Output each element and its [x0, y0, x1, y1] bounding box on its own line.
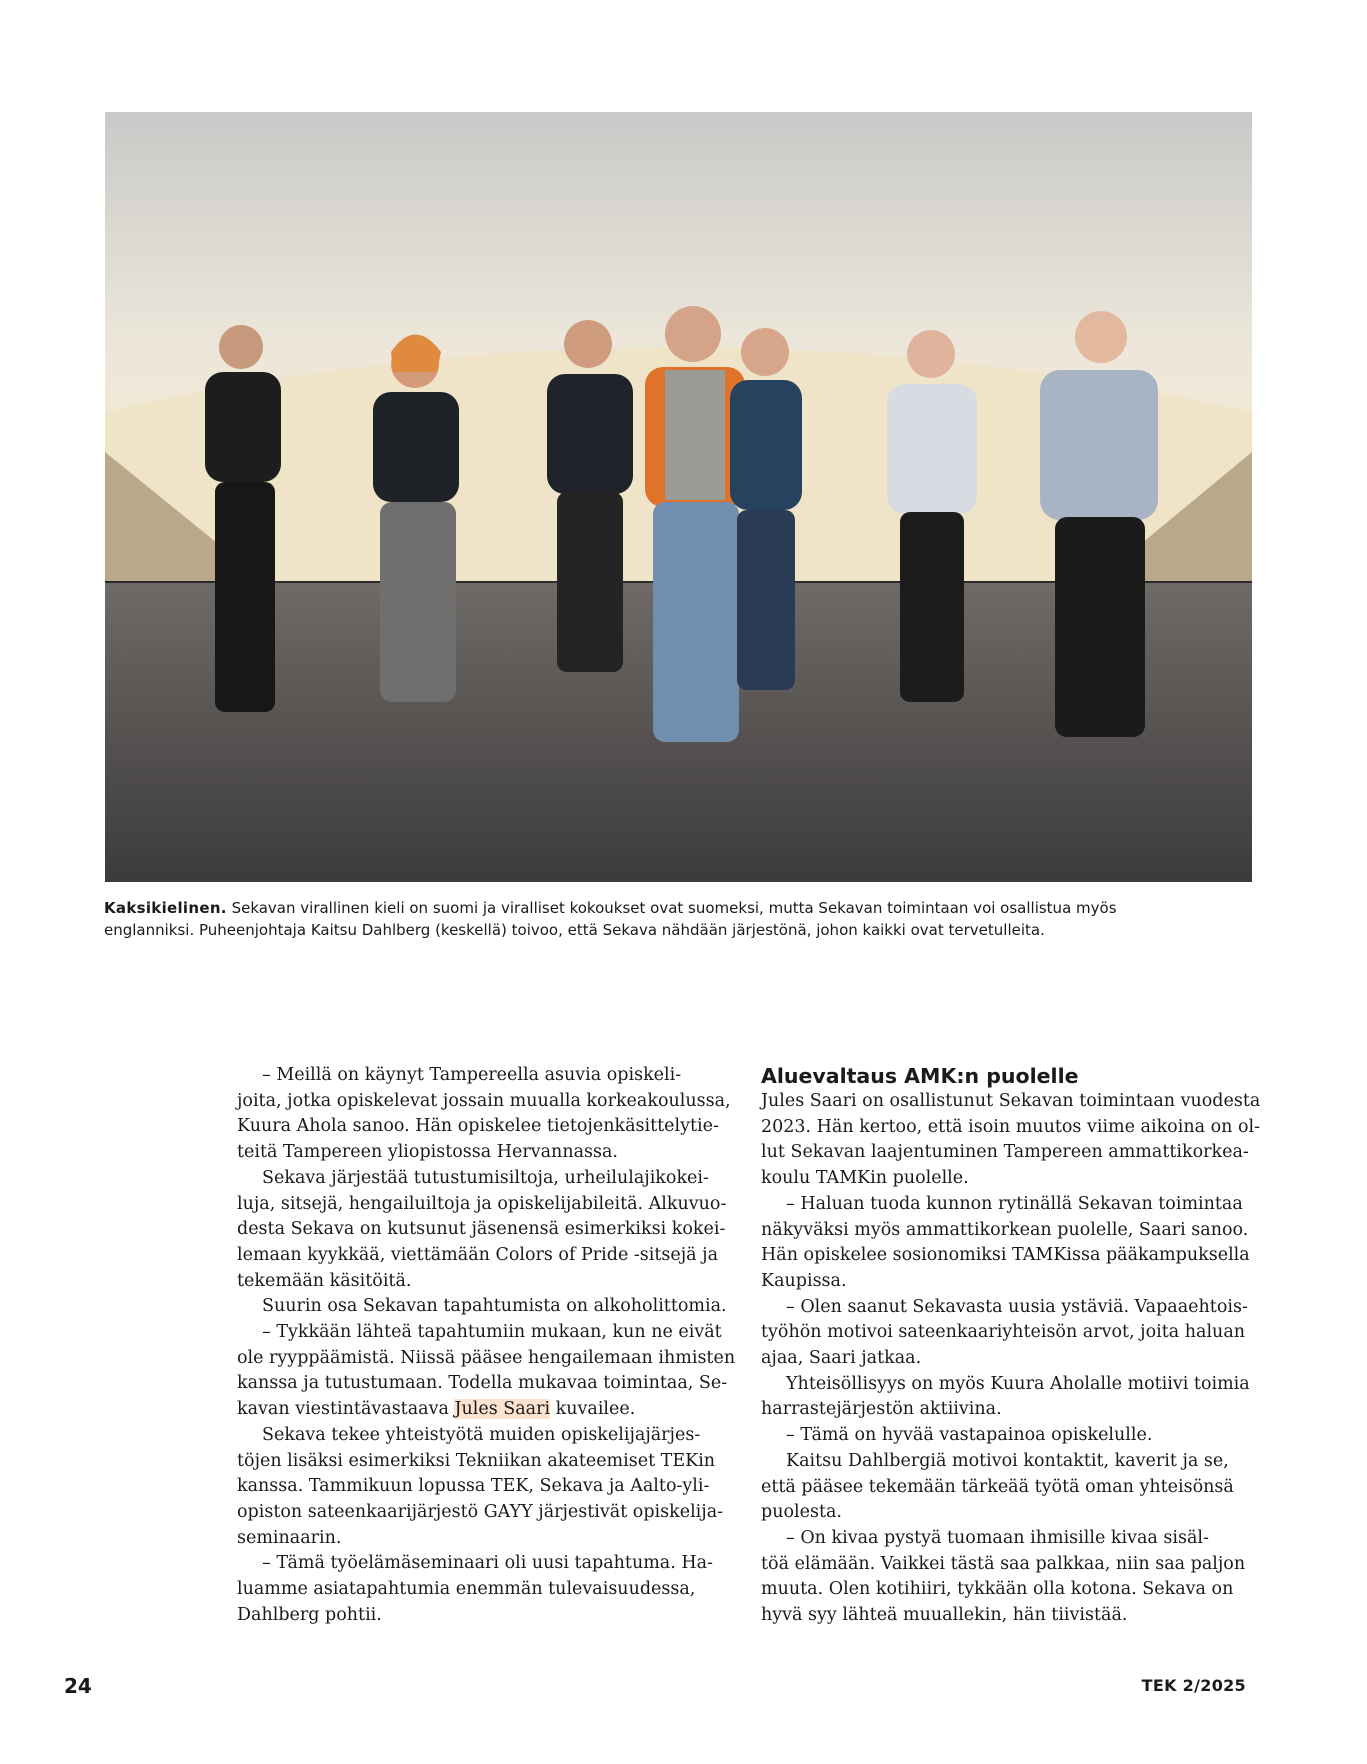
page-number: 24: [64, 1674, 92, 1698]
issue-label: TEK 2/2025: [1141, 1676, 1246, 1695]
paragraph-line: ole ryyppäämistä. Niissä pääsee hengailemaan ihmisten: [237, 1347, 736, 1368]
paragraph-line: [237, 1397, 727, 1423]
paragraph-line: lemaan kyykkää, viettämään Colors of Pride -sitsejä ja: [237, 1244, 719, 1265]
paragraph-line: luja, sitsejä, hengailuiltoja ja opiskelijabileitä. Alkuvuo-: [237, 1193, 727, 1214]
article-right-column: [761, 1063, 1261, 1629]
paragraph-line: – Tämä on hyvää vastapainoa opiskelulle.: [786, 1425, 1153, 1446]
paragraph-line: Yhteisöllisyys on myös Kuura Aholalle motiivi toimia: [786, 1373, 1250, 1394]
paragraph-line: ajaa, Saari jatkaa.: [761, 1348, 922, 1369]
paragraph-line: lut Sekavan laajentuminen Tampereen ammattikorkea-: [761, 1142, 1249, 1163]
paragraph-line: tekemään käsitöitä.: [237, 1270, 412, 1291]
caption-line-2: englanniksi. Puheenjohtaja Kaitsu Dahlberg (keskellä) toivoo, että Sekava nähdään järjestönä, johon kaikki ovat tervetulleita.: [104, 921, 1045, 939]
paragraph-line: 2023. Hän kertoo, että isoin muutos viime aikoina on ol-: [761, 1116, 1260, 1137]
paragraph-line: työhön motivoi sateenkaariyhteisön arvot, joita haluan: [761, 1322, 1246, 1343]
paragraph-line: opiston sateenkaarijärjestö GAYY järjestivät opiskelija-: [237, 1501, 724, 1522]
paragraph-line: – Olen saanut Sekavasta uusia ystäviä. Vapaaehtois-: [786, 1296, 1248, 1317]
paragraph-line: – Tämä työelämäseminaari oli uusi tapahtuma. Ha-: [262, 1553, 713, 1574]
paragraph-line: Hän opiskelee sosionomiksi TAMKissa pääkampuksella: [761, 1245, 1250, 1266]
paragraph-line: – Meillä on käynyt Tampereella asuvia opiskeli-: [262, 1065, 682, 1085]
paragraph-line: – On kivaa pystyä tuomaan ihmisille kivaa sisäl-: [786, 1527, 1209, 1548]
paragraph-line: – Haluan tuoda kunnon rytinällä Sekavan toimintaa: [786, 1193, 1243, 1214]
paragraph-line: luamme asiatapahtumia enemmän tulevaisuudessa,: [237, 1579, 696, 1600]
paragraph-line: töjen lisäksi esimerkiksi Tekniikan akateemiset TEKin: [237, 1450, 716, 1471]
paragraph-line: Kuura Ahola sanoo. Hän opiskelee tietojenkäsittelytie-: [237, 1116, 719, 1137]
paragraph-line: hyvä syy lähteä muuallekin, hän tiivistää.: [761, 1605, 1128, 1626]
paragraph-line: koulu TAMKin puolelle.: [761, 1168, 969, 1189]
paragraph-line: – Tykkään lähteä tapahtumiin mukaan, kun ne eivät: [262, 1322, 722, 1343]
text-span: kuvailee.: [550, 1399, 636, 1420]
paragraph-line: Kaitsu Dahlbergiä motivoi kontaktit, kaverit ja se,: [786, 1450, 1229, 1471]
group-photo-icon: [105, 112, 1252, 882]
paragraph-line: muuta. Olen kotihiiri, tykkään olla kotona. Sekava on: [761, 1579, 1234, 1600]
highlighted-name: Jules Saari: [454, 1399, 551, 1420]
paragraph-line: kanssa. Tammikuun lopussa TEK, Sekava ja Aalto-yli-: [237, 1476, 710, 1497]
article-left-column: [237, 1063, 736, 1628]
paragraph-line: teitä Tampereen yliopistossa Hervannassa.: [237, 1142, 618, 1163]
paragraph-line: kanssa ja tutustumaan. Todella mukavaa toimintaa, Se-: [237, 1373, 728, 1394]
paragraph-line: puolesta.: [761, 1502, 842, 1523]
photo-caption: [104, 897, 1164, 941]
caption-lead: Kaksikielinen.: [104, 899, 227, 917]
paragraph-line: Suurin osa Sekavan tapahtumista on alkoholittomia.: [262, 1296, 727, 1317]
paragraph-line: näkyväksi myös ammattikorkean puolelle, Saari sanoo.: [761, 1219, 1249, 1240]
paragraph-line: Sekava tekee yhteistyötä muiden opiskelijajärjes-: [262, 1424, 701, 1445]
paragraph-line: harrastejärjestön aktiivina.: [761, 1399, 1002, 1420]
paragraph-line: töä elämään. Vaikkei tästä saa palkkaa, niin saa paljon: [761, 1553, 1246, 1574]
section-heading: Aluevaltaus AMK:n puolelle: [761, 1064, 1079, 1088]
paragraph-line: desta Sekava on kutsunut jäsenensä esimerkiksi kokei-: [237, 1219, 726, 1240]
paragraph-line: joita, jotka opiskelevat jossain muualla korkeakoulussa,: [237, 1090, 731, 1111]
caption-line-1: Sekavan virallinen kieli on suomi ja viralliset kokoukset ovat suomeksi, mutta Sekavan toimintaan voi osallistua myös: [226, 899, 1117, 917]
paragraph-line: seminaarin.: [237, 1527, 342, 1548]
paragraph-line: Kaupissa.: [761, 1270, 847, 1291]
paragraph-line: Jules Saari on osallistunut Sekavan toimintaan vuodesta: [761, 1091, 1261, 1111]
paragraph-line: Sekava järjestää tutustumisiltoja, urheilulajikokei-: [262, 1167, 709, 1188]
text-span: kavan viestintävastaava: [237, 1399, 455, 1420]
paragraph-line: että pääsee tekemään tärkeää työtä oman yhteisönsä: [761, 1476, 1234, 1497]
paragraph-line: Dahlberg pohtii.: [237, 1604, 382, 1625]
group-photo: [105, 112, 1252, 882]
